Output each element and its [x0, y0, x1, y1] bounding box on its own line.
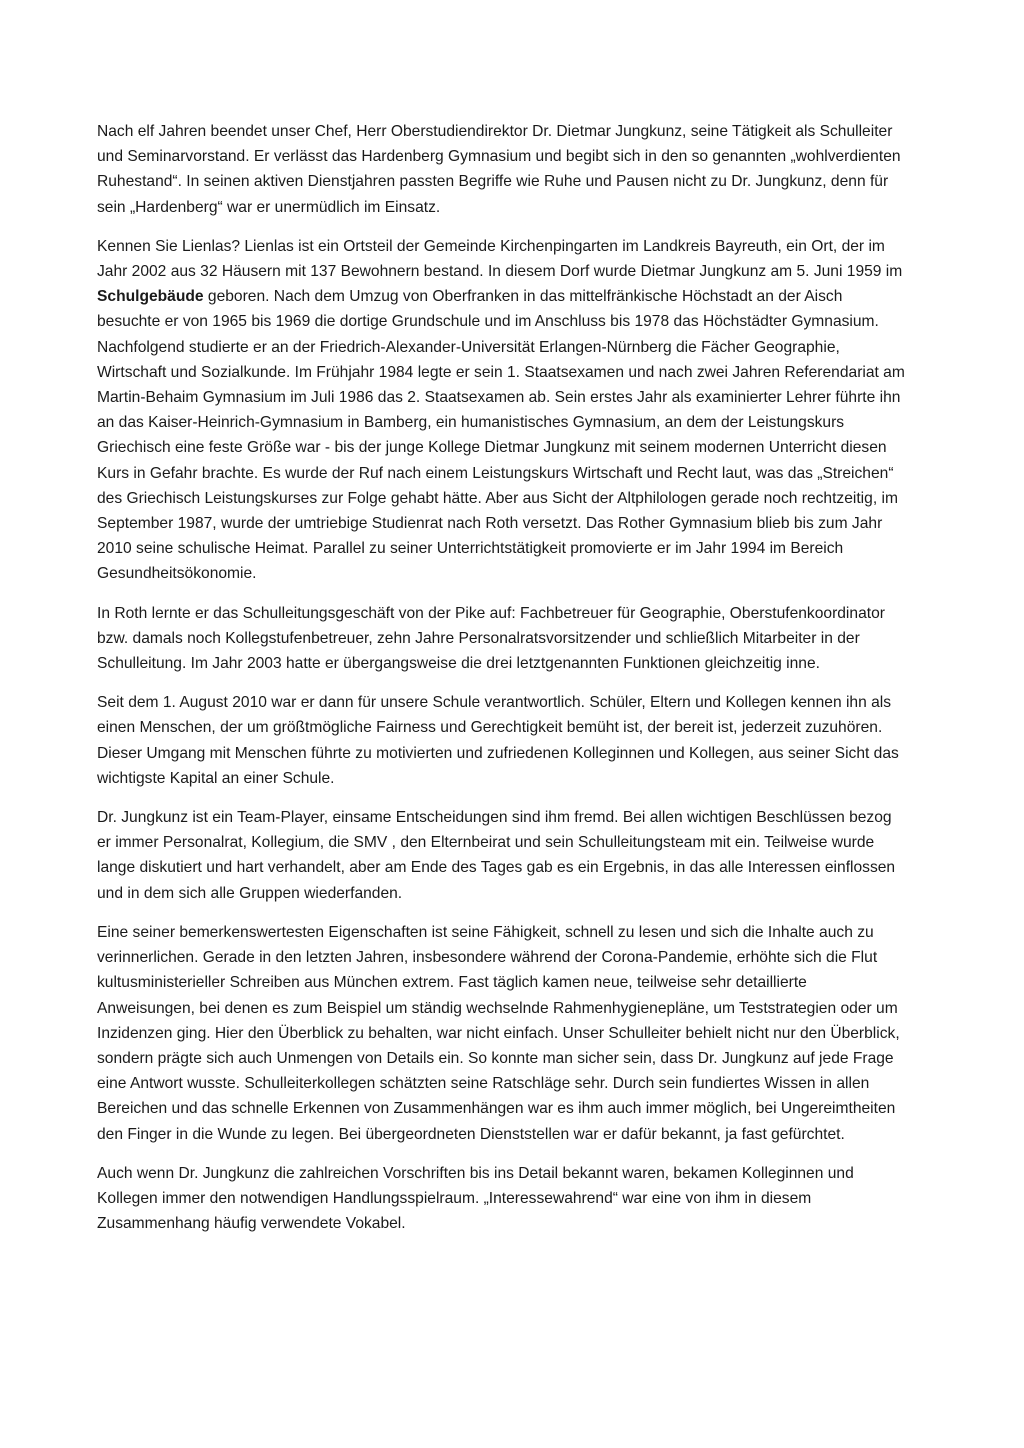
paragraph-biography — [97, 234, 907, 587]
paragraph-biography-part-1: Kennen Sie Lienlas? Lienlas ist ein Ortsteil der Gemeinde Kirchenpingarten im Landkreis Bayreuth, ein Ort, der im Jahr 2002 aus 32 Häusern mit 137 Bewohnern bestand. In diesem Dorf wurde Dietmar Jungkunz am 5. Juni 1959 im — [97, 237, 903, 281]
paragraph-team-player: Dr. Jungkunz ist ein Team-Player, einsame Entscheidungen sind ihm fremd. Bei allen wichtigen Beschlüssen bezog er immer Personalrat, Kollegium, die SMV , den Elternbeirat und sein Schulleitungsteam mit ein. Teilweise wurde lange diskutiert und hart verhandelt, aber am Ende des Tages gab es ein Ergebnis, in das alle Interessen einflossen und in dem sich alle Gruppen wiederfanden. — [97, 809, 896, 902]
paragraph-regulations: Auch wenn Dr. Jungkunz die zahlreichen Vorschriften bis ins Detail bekannt waren, bekamen Kolleginnen und Kollegen immer den notwendigen Handlungsspielraum. „Interessewahrend“ war eine von ihm in diesem Zusammenhang häufig verwendete Vokabel. — [97, 1164, 854, 1233]
paragraph-biography-part-2: geboren. Nach dem Umzug von Oberfranken in das mittelfränkische Höchstadt an der Aisch besuchte er von 1965 bis 1969 die dortige Grundschule und im Anschluss bis 1978 das Höchstädter Gymnasium. Nachfolgend studierte er an der Friedrich-Alexander-Universität Erlangen-Nürnberg die Fächer Geographie, Wirtschaft und Sozialkunde. Im Frühjahr 1984 legte er sein 1. Staatsexamen und nach zwei Jahren Referendariat am Martin-Behaim Gymnasium im Juli 1986 das 2. Staatsexamen ab. Sein erstes Jahr als examinierter Lehrer führte ihn an das Kaiser-Heinrich-Gymnasium in Bamberg, ein humanistisches Gymnasium, an dem der Leistungskurs Griechisch eine feste Größe war - bis der junge Kollege Dietmar Jungkunz mit seinem modernen Unterricht diesen Kurs in Gefahr brachte. Es wurde der Ruf nach einem Leistungskurs Wirtschaft und Recht laut, was das „Streichen“ des Griechisch Leistungskurses zur Folge gehabt hätte. Aber aus Sicht der Altphilologen gerade noch rechtzeitig, im September 1987, wurde der umtriebige Studienrat nach Roth versetzt. Das Rother Gymnasium blieb bis zum Jahr 2010 seine schulische Heimat. Parallel zu seiner Unterrichtstätigkeit promovierte er im Jahr 1994 im Bereich Gesundheitsökonomie. — [97, 288, 905, 583]
paragraph-school-leadership: Seit dem 1. August 2010 war er dann für unsere Schule verantwortlich. Schüler, Eltern und Kollegen kennen ihn als einen Menschen, der um größtmögliche Fairness und Gerechtigkeit bemüht ist, der bereit ist, jederzeit zuzuhören. Dieser Umgang mit Menschen führte zu motivierten und zufriedenen Kolleginnen und Kollegen, aus seiner Sicht das wichtigste Kapital an einer Schule. — [97, 694, 899, 787]
paragraph-roth-career: In Roth lernte er das Schulleitungsgeschäft von der Pike auf: Fachbetreuer für Geographie, Oberstufenkoordinator bzw. damals noch Kollegstufenbetreuer, zehn Jahre Personalratsvorsitzender und schließlich Mitarbeiter in der Schulleitung. Im Jahr 2003 hatte er übergangsweise die drei letztgenannten Funktionen gleichzeitig inne. — [97, 604, 885, 673]
paragraph-reading-ability: Eine seiner bemerkenswertesten Eigenschaften ist seine Fähigkeit, schnell zu lesen und sich die Inhalte auch zu verinnerlichen. Gerade in den letzten Jahren, insbesondere während der Corona-Pandemie, erhöhte sich die Flut kultusministerieller Schreiben aus München extrem. Fast täglich kamen neue, teilweise sehr detaillierte Anweisungen, bei denen es zum Beispiel um ständig wechselnde Rahmenhygienepläne, um Teststrategien oder um Inzidenzen ging. Hier den Überblick zu behalten, war nicht einfach. Unser Schulleiter behielt nicht nur den Überblick, sondern prägte sich auch Unmengen von Details ein. So konnte man sicher sein, dass Dr. Jungkunz auf jede Frage eine Antwort wusste. Schulleiterkollegen schätzten seine Ratschläge sehr. Durch sein fundiertes Wissen in allen Bereichen und das schnelle Erkennen von Zusammenhängen war es ihm auch immer möglich, bei Ungereimtheiten den Finger in die Wunde zu legen. Bei übergeordneten Dienststellen war er dafür bekannt, ja fast gefürchtet. — [97, 923, 900, 1143]
document-body — [97, 119, 907, 1250]
bold-word-schulgebaeude: Schulgebäude — [97, 288, 204, 306]
paragraph-retirement-intro: Nach elf Jahren beendet unser Chef, Herr Oberstudiendirektor Dr. Dietmar Jungkunz, seine Tätigkeit als Schulleiter und Seminarvorstand. Er verlässt das Hardenberg Gymnasium und begibt sich in den so genannten „wohlverdienten Ruhestand“. In seinen aktiven Dienstjahren passten Begriffe wie Ruhe und Pausen nicht zu Dr. Jungkunz, denn für sein „Hardenberg“ war er unermüdlich im Einsatz. — [97, 123, 901, 216]
